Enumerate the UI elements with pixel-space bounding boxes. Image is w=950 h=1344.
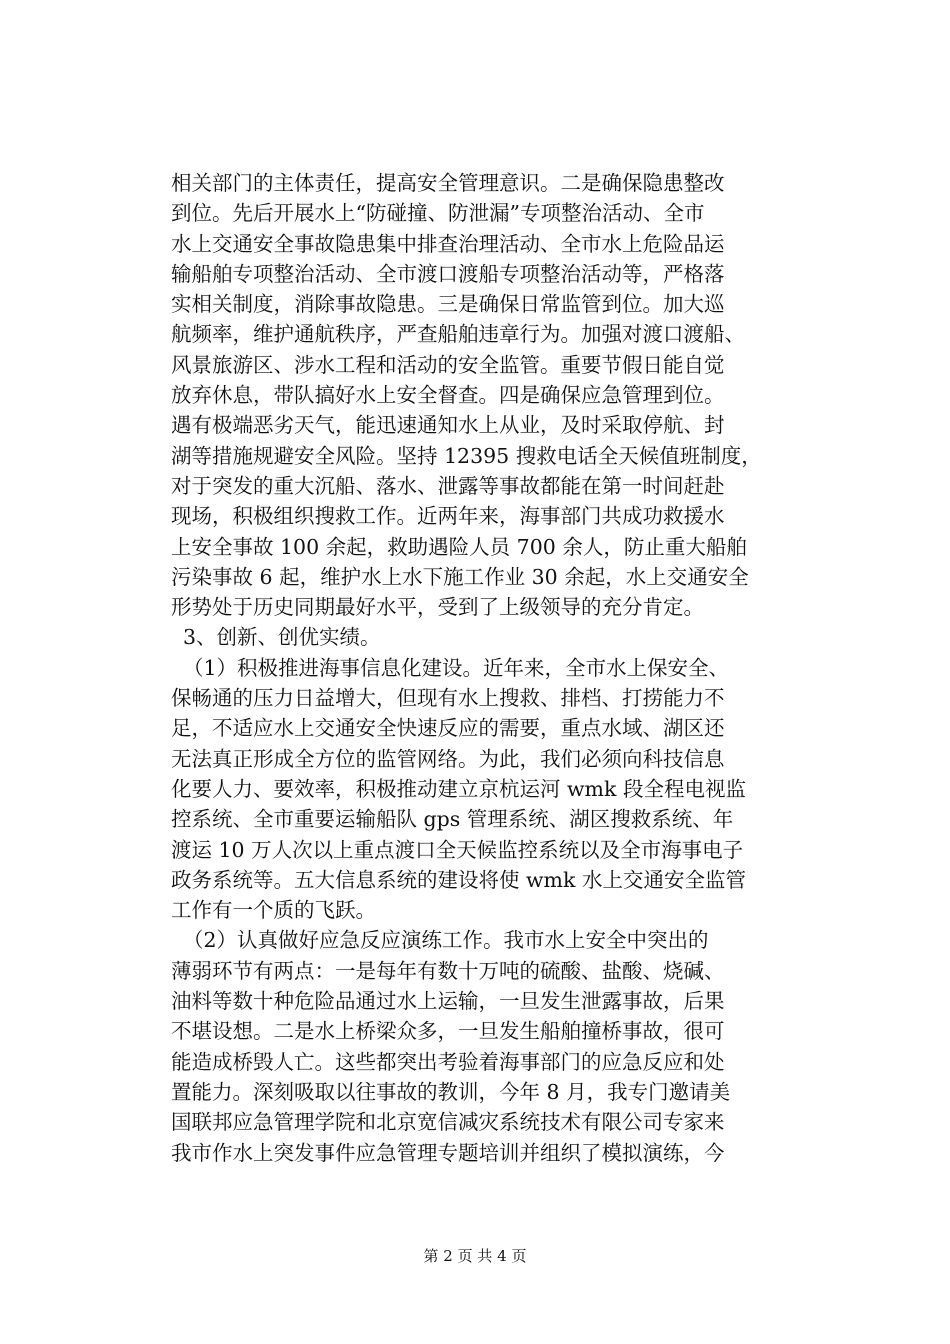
section-heading [171,622,831,652]
text-line: 航频率，维护通航秩序，严查船舶违章行为。加强对渡口渡船、 [171,322,745,347]
text-line: 化要人力、要效率，积极推动建立京杭运河 wmk 段全程电视监 [171,776,746,801]
text-line: 形势处于历史同期最好水平，受到了上级领导的充分肯定。 [171,595,704,620]
text-line: 湖等措施规避安全风险。坚持 12395 搜救电话全天候值班制度， [171,443,762,468]
section-heading-text: 3、创新、创优实绩。 [183,625,381,650]
text-line: 相关部门的主体责任，提高安全管理意识。二是确保隐患整改 [171,171,725,195]
body-text [171,168,831,1168]
text-line: （2）认真做好应急反应演练工作。我市水上安全中突出的 [183,928,709,953]
text-line: 对于突发的重大沉船、落水、泄露等事故都能在第一时间赶赴 [171,473,725,498]
text-line: 油料等数十种危险品通过水上运输，一旦发生泄露事故，后果 [171,989,725,1014]
text-line: 足，不适应水上交通安全快速反应的需要，重点水域、湖区还 [171,716,725,741]
text-line: 置能力。深刻吸取以往事故的教训，今年 8 月，我专门邀请美 [171,1079,731,1104]
text-line: 放弃休息，带队搞好水上安全督查。四是确保应急管理到位。 [171,383,725,408]
text-line: 污染事故 6 起，维护水上水下施工作业 30 余起，水上交通安全 [171,564,749,589]
text-line: 到位。先后开展水上“防碰撞、防泄漏”专项整治活动、全市 [171,201,705,226]
text-line: 控系统、全市重要运输船队 gps 管理系统、湖区搜救系统、年 [171,807,734,832]
paragraph-1 [171,168,831,622]
text-line: 我市作水上突发事件应急管理专题培训并组织了模拟演练，今 [171,1140,725,1165]
text-line: （1）积极推进海事信息化建设。近年来，全市水上保安全、 [183,655,730,680]
text-line: 国联邦应急管理学院和北京宽信减灾系统技术有限公司专家来 [171,1110,725,1135]
text-line: 无法真正形成全方位的监管网络。为此，我们必须向科技信息 [171,746,725,771]
text-line: 现场，积极组织搜救工作。近两年来，海事部门共成功救援水 [171,504,725,529]
text-line: 风景旅游区、涉水工程和活动的安全监管。重要节假日能自觉 [171,352,725,377]
text-line: 水上交通安全事故隐患集中排查治理活动、全市水上危险品运 [171,231,725,256]
paragraph-3 [171,925,831,1167]
text-line: 保畅通的压力日益增大，但现有水上搜救、排档、打捞能力不 [171,686,725,711]
text-line: 薄弱环节有两点：一是每年有数十万吨的硫酸、盐酸、烧碱、 [171,958,725,983]
page-footer [0,1246,950,1266]
text-line: 实相关制度，消除事故隐患。三是确保日常监管到位。加大巡 [171,292,725,317]
text-line: 上安全事故 100 余起，救助遇险人员 700 余人，防止重大船舶 [171,534,747,559]
text-line: 输船舶专项整治活动、全市渡口渡船专项整治活动等，严格落 [171,261,725,286]
text-line: 渡运 10 万人次以上重点渡口全天候监控系统以及全市海事电子 [171,837,744,862]
page-number: 第 2 页 共 4 页 [423,1247,527,1265]
text-line: 政务系统等。五大信息系统的建设将使 wmk 水上交通安全监管 [171,867,746,892]
text-line: 不堪设想。二是水上桥梁众多，一旦发生船舶撞桥事故，很可 [171,1019,725,1044]
paragraph-2 [171,653,831,926]
text-line: 工作有一个质的飞跃。 [171,898,376,923]
text-line: 遇有极端恶劣天气，能迅速通知水上从业，及时采取停航、封 [171,413,725,438]
text-line: 能造成桥毁人亡。这些都突出考验着海事部门的应急反应和处 [171,1049,725,1074]
